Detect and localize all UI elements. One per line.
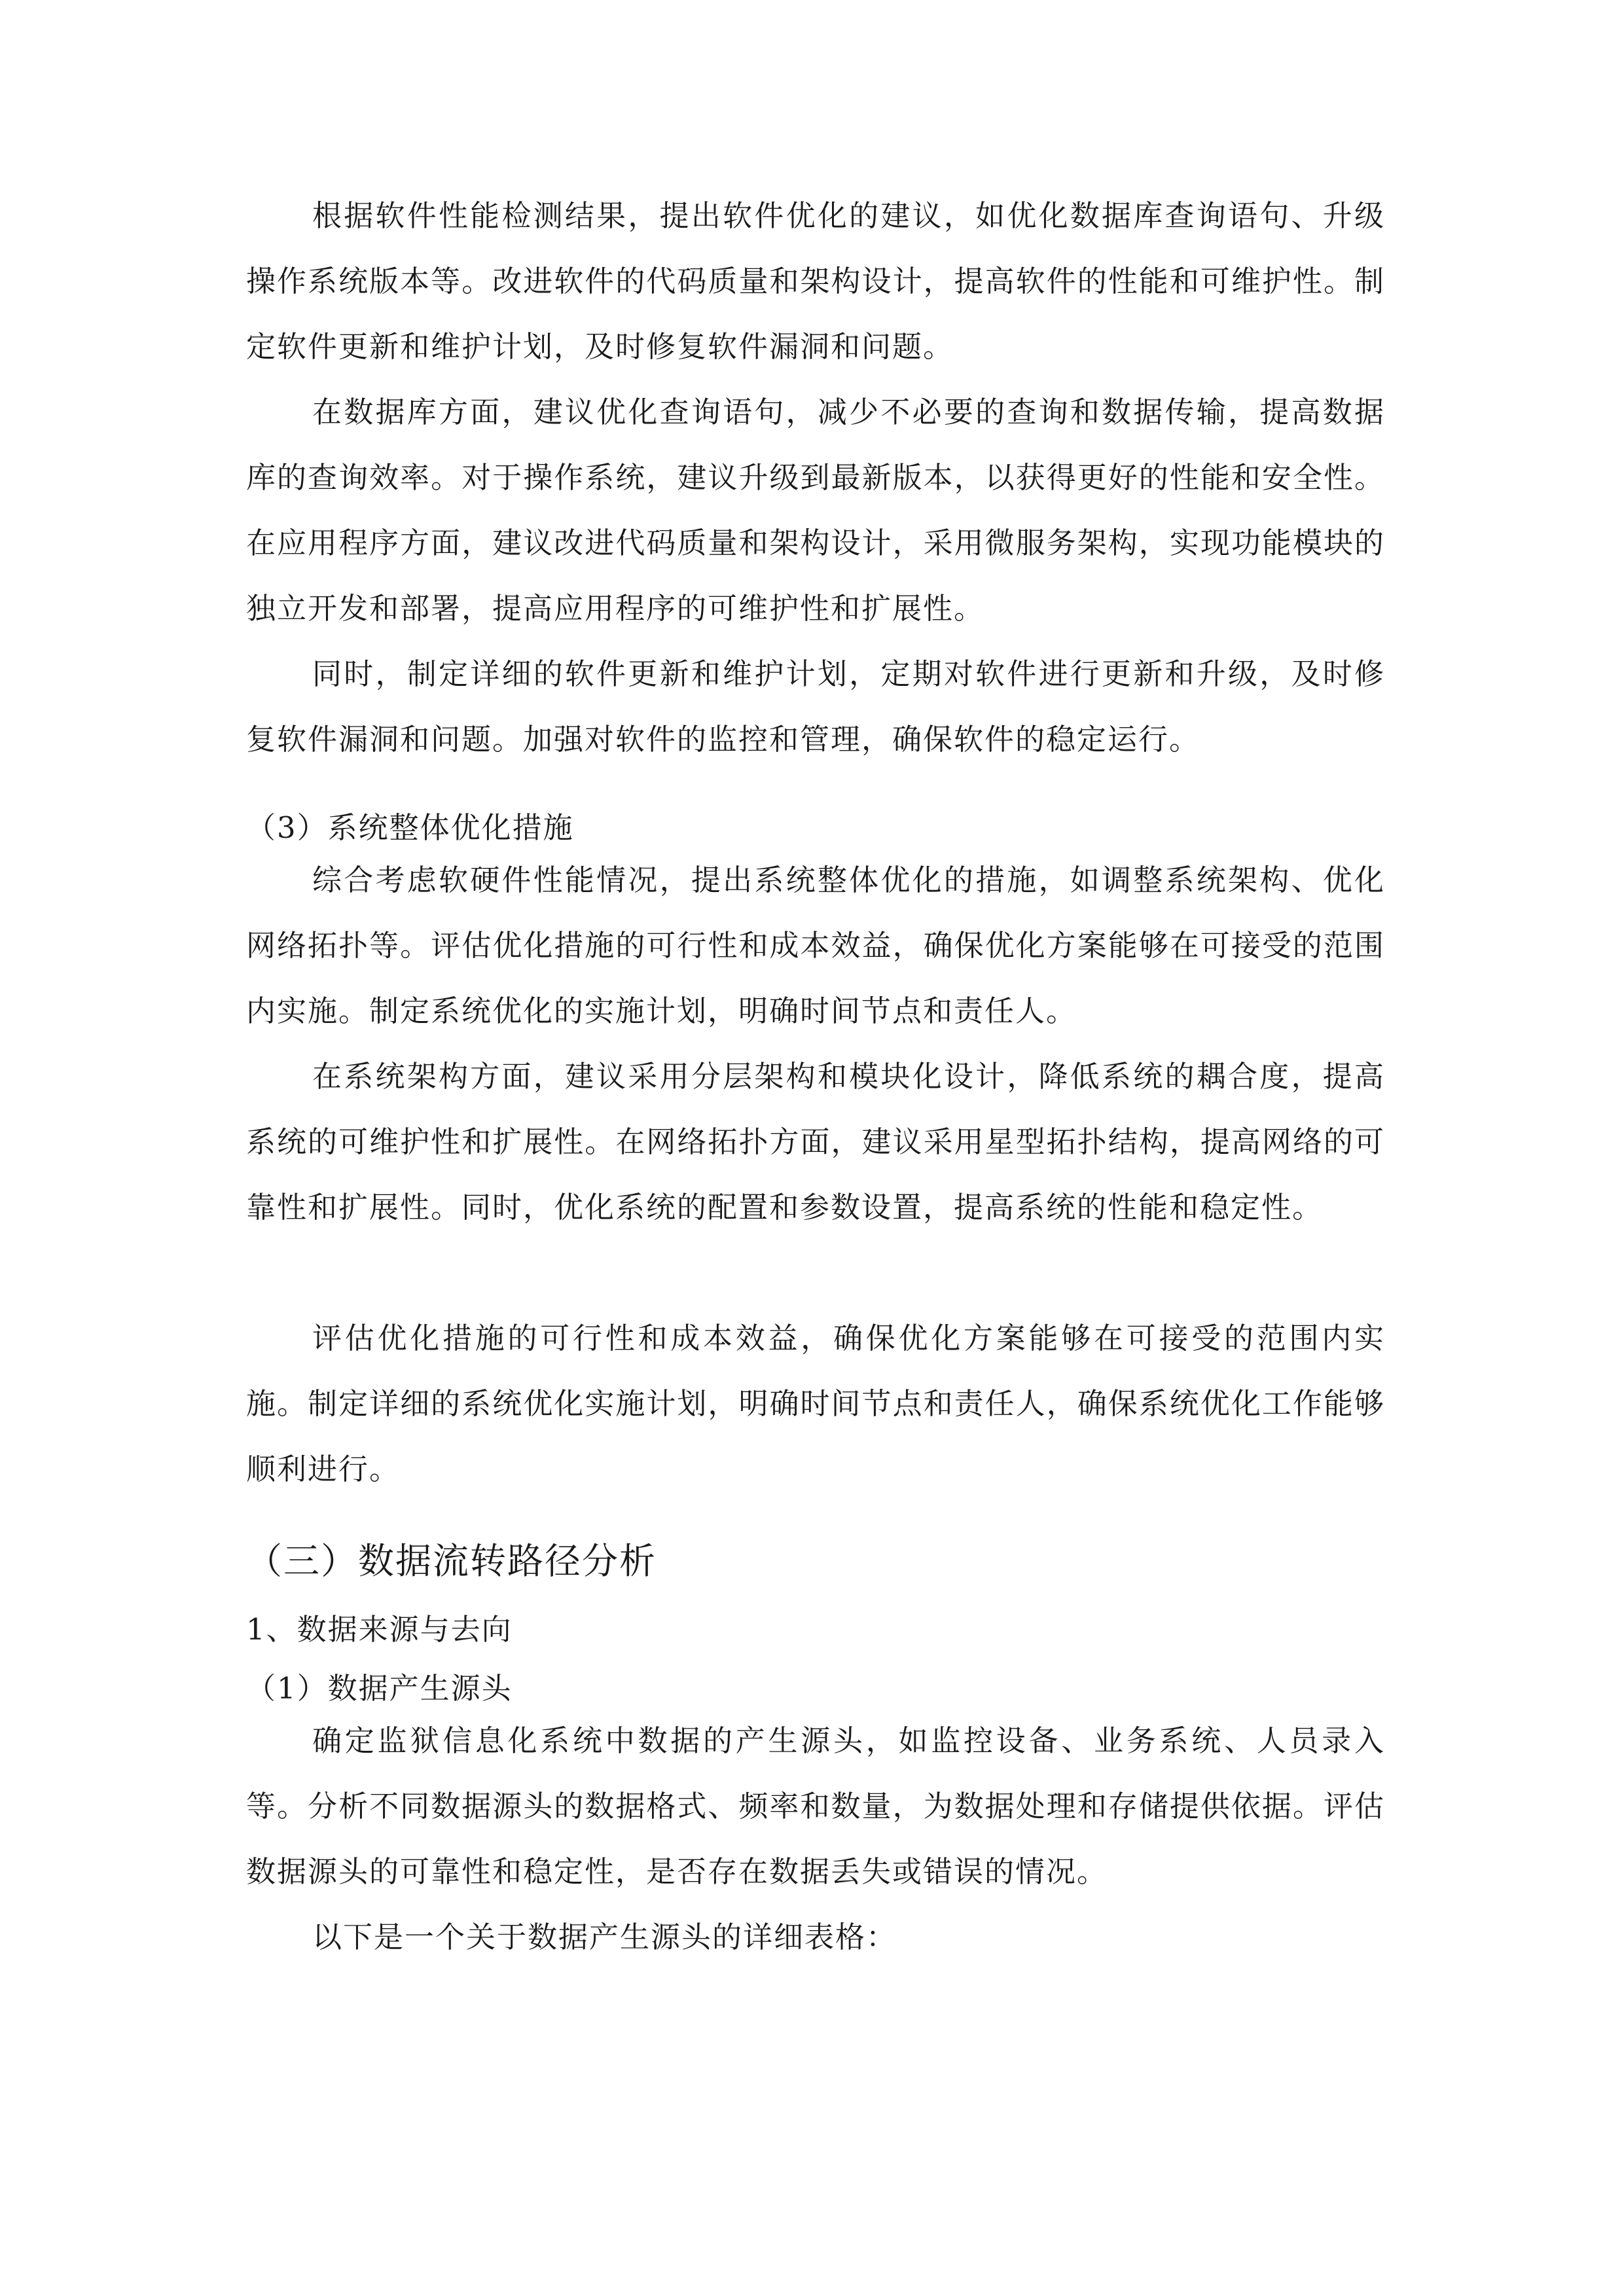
section-heading-data-flow: （三）数据流转路径分析 — [246, 1540, 657, 1582]
subsection-heading-data-source-destination: 1、数据来源与去向 — [246, 1612, 513, 1647]
subheading-data-origin: （1）数据产生源头 — [246, 1671, 513, 1706]
paragraph-software-optimization: 根据软件性能检测结果，提出软件优化的建议，如优化数据库查询语句、升级操作系统版本等。改进软件的代码质量和架构设计，提高软件的性能和可维护性。制定软件更新和维护计划，及时修复软件漏洞和问题。 — [246, 198, 1385, 364]
paragraph-data-origin: 确定监狱信息化系统中数据的产生源头，如监控设备、业务系统、人员录入等。分析不同数据源头的数据格式、频率和数量，为数据处理和存储提供依据。评估数据源头的可靠性和稳定性，是否存在数据丢失或错误的情况。 — [246, 1723, 1385, 1889]
paragraph-system-architecture: 在系统架构方面，建议采用分层架构和模块化设计，降低系统的耦合度，提高系统的可维护性和扩展性。在网络拓扑方面，建议采用星型拓扑结构，提高网络的可靠性和扩展性。同时，优化系统的配置和参数设置，提高系统的性能和稳定性。 — [246, 1059, 1385, 1225]
paragraph-database-os-app: 在数据库方面，建议优化查询语句，减少不必要的查询和数据传输，提高数据库的查询效率。对于操作系统，建议升级到最新版本，以获得更好的性能和安全性。在应用程序方面，建议改进代码质量和架构设计，采用微服务架构，实现功能模块的独立开发和部署，提高应用程序的可维护性和扩展性。 — [246, 395, 1385, 626]
subheading-system-optimization: （3）系统整体优化措施 — [246, 810, 574, 845]
paragraph-software-maintenance: 同时，制定详细的软件更新和维护计划，定期对软件进行更新和升级，及时修复软件漏洞和问题。加强对软件的监控和管理，确保软件的稳定运行。 — [246, 656, 1385, 757]
paragraph-system-measures: 综合考虑软硬件性能情况，提出系统整体优化的措施，如调整系统架构、优化网络拓扑等。评估优化措施的可行性和成本效益，确保优化方案能够在可接受的范围内实施。制定系统优化的实施计划，明确时间节点和责任人。 — [246, 863, 1385, 1028]
paragraph-system-implementation: 评估优化措施的可行性和成本效益，确保优化方案能够在可接受的范围内实施。制定详细的系统优化实施计划，明确时间节点和责任人，确保系统优化工作能够顺利进行。 — [246, 1321, 1385, 1486]
paragraph-table-intro: 以下是一个关于数据产生源头的详细表格： — [312, 1920, 897, 1954]
